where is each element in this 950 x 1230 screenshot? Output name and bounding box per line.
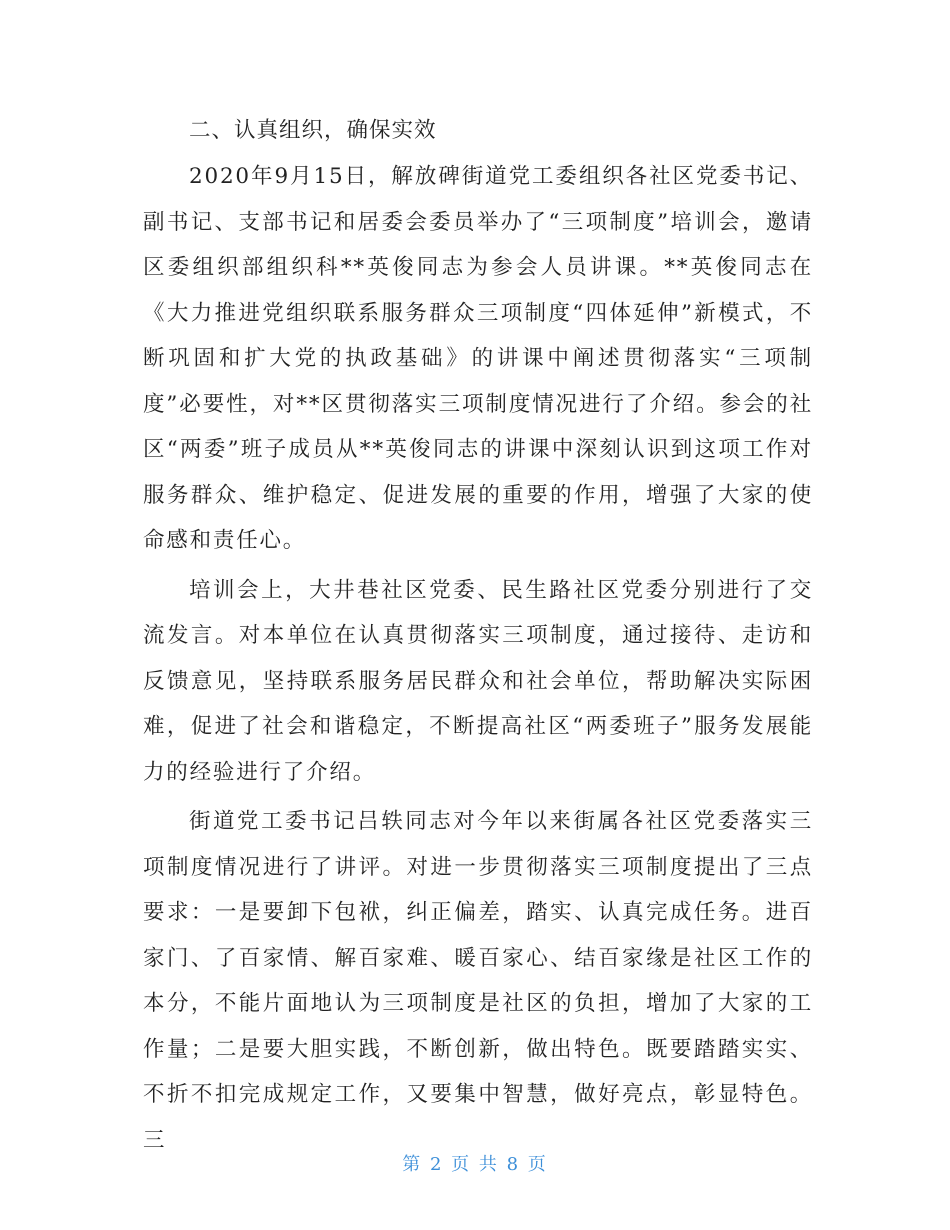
page-number-footer: 第 2 页 共 8 页 [402,1154,548,1175]
section-heading: 二、认真组织，确保实效 [189,118,437,143]
paragraph-training-meeting: 2020年9月15日，解放碑街道党工委组织各社区党委书记、副书记、支部书记和居委会委员举办了“三项制度”培训会，邀请区委组织部组织科**英俊同志为参会人员讲课。**英俊同志在《大力推进党组织联系服务群众三项制度“四体延伸”新模式，不断巩固和扩大党的执政基础》的讲课中阐述贯彻落实“三项制度”必要性，对**区贯彻落实三项制度情况进行了介绍。参会的社区“两委”班子成员从**英俊同志的讲课中深刻认识到这项工作对服务群众、维护稳定、促进发展的重要的作用，增强了大家的使命感和责任心。 [143,164,813,553]
paragraph-exchange-speeches: 培训会上，大井巷社区党委、民生路社区党委分别进行了交流发言。对本单位在认真贯彻落实三项制度，通过接待、走访和反馈意见，坚持联系服务居民群众和社会单位，帮助解决实际困难，促进了社会和谐稳定，不断提高社区“两委班子”服务发展能力的经验进行了介绍。 [143,577,813,785]
paragraph-secretary-review: 街道党工委书记吕轶同志对今年以来街属各社区党委落实三项制度情况进行了讲评。对进一步贯彻落实三项制度提出了三点要求：一是要卸下包袱，纠正偏差，踏实、认真完成任务。进百家门、了百家情、解百家难、暖百家心、结百家缘是社区工作的本分，不能片面地认为三项制度是社区的负担，增加了大家的工作量；二是要大胆实践，不断创新，做出特色。既要踏踏实实、不折不扣完成规定工作，又要集中智慧，做好亮点，彰显特色。三 [143,809,813,1153]
document-body [143,112,813,1163]
